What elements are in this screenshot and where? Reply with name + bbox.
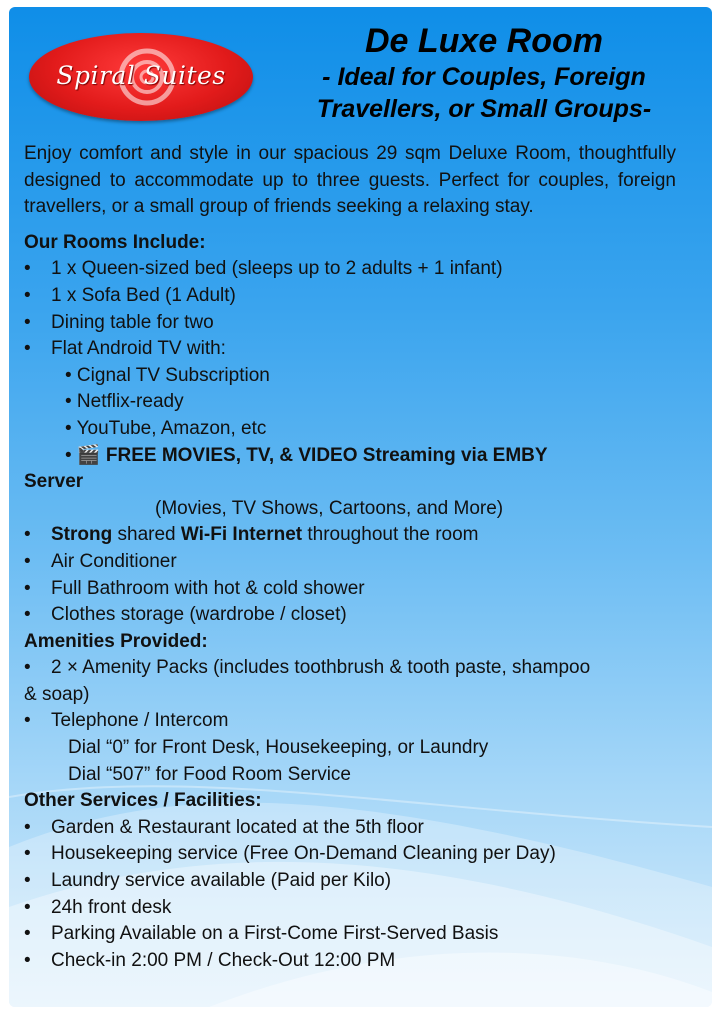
list-item: • 24h front desk (24, 896, 172, 918)
list-item-cont: & soap) (24, 683, 90, 705)
list-item: • 1 x Sofa Bed (1 Adult) (24, 284, 236, 306)
logo-text: Spiral Suites (56, 61, 226, 90)
list-item: • Housekeeping service (Free On-Demand Cleaning per Day) (24, 843, 556, 865)
list-item: • Laundry service available (Paid per Kilo) (24, 870, 392, 892)
tv-sub-item: • Cignal TV Subscription (65, 364, 270, 386)
content (24, 141, 676, 974)
emby-note: (Movies, TV Shows, Cartoons, and More) (155, 497, 504, 519)
list-item: • Parking Available on a First-Come First-Served Basis (24, 923, 499, 945)
list-item: • Air Conditioner (24, 550, 177, 572)
list-item: • 2 × Amenity Packs (includes toothbrush & tooth paste, shampoo (24, 657, 591, 679)
list-item: • Garden & Restaurant located at the 5th floor (24, 816, 424, 838)
emby-item: • 🎬 FREE MOVIES, TV, & VIDEO Streaming via EMBY (65, 444, 548, 466)
tv-sub-item: • YouTube, Amazon, etc (65, 417, 267, 439)
subtitle-line-2: Travellers, or Small Groups- (316, 95, 652, 123)
list-item: • Strong shared Wi-Fi Internet throughout the room (24, 524, 479, 546)
page-title: De Luxe Room (364, 22, 604, 60)
dial-line: Dial “507” for Food Room Service (68, 763, 351, 785)
tv-sub-item: • Netflix-ready (65, 391, 184, 413)
dial-line: Dial “0” for Front Desk, Housekeeping, or Laundry (68, 737, 489, 759)
amenities-heading: Amenities Provided: (24, 630, 208, 652)
list-item: • Flat Android TV with: (24, 338, 226, 360)
subtitle-line-1: - Ideal for Couples, Foreign (322, 63, 646, 91)
clapper-icon: • 🎬 (65, 444, 106, 466)
list-item: • Dining table for two (24, 311, 214, 333)
intro-paragraph: Enjoy comfort and style in our spacious 29 sqm Deluxe Room, thoughtfully designed to accommodate up to three guests. Perfect for couples, foreign travellers, or a small group of friends seeking a relaxing stay. (24, 143, 676, 218)
list-item: • Check-in 2:00 PM / Check-Out 12:00 PM (24, 949, 396, 971)
header (279, 21, 689, 125)
list-item: • Clothes storage (wardrobe / closet) (24, 604, 347, 626)
spiral-suites-logo (29, 27, 257, 127)
services-heading: Other Services / Facilities: (24, 790, 262, 812)
rooms-heading: Our Rooms Include: (24, 231, 206, 253)
list-item: • 1 x Queen-sized bed (sleeps up to 2 adults + 1 infant) (24, 258, 503, 280)
emby-item-cont: Server (24, 471, 84, 493)
list-item: • Full Bathroom with hot & cold shower (24, 577, 365, 599)
list-item: • Telephone / Intercom (24, 710, 229, 732)
